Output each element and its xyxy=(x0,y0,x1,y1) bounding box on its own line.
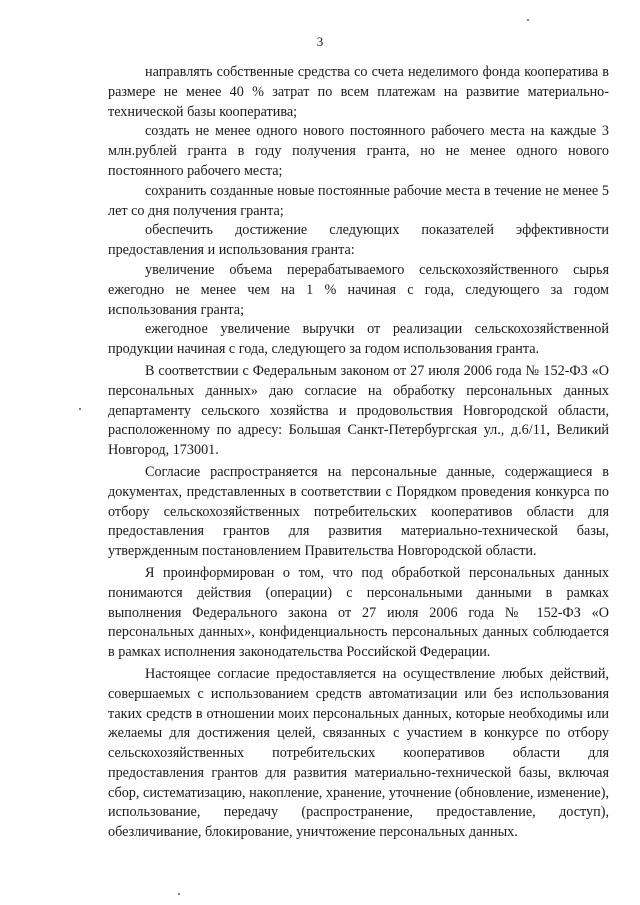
scan-dust-mark xyxy=(178,893,180,895)
document-body xyxy=(108,63,609,843)
paragraph-efficiency-indicators: обеспечить достижение следующих показателей эффективности предоставления и использования гранта: xyxy=(108,222,609,259)
paragraph-own-funds: направлять собственные средства со счета неделимого фонда кооператива в размере не менее 40 % затрат по всем платежам на развитие материально-технической базы кооператива; xyxy=(108,64,609,120)
paragraph-revenue-increase: ежегодное увеличение выручки от реализации сельскохозяйственной продукции начиная с года, следующего за годом использования гранта. xyxy=(108,321,609,358)
scan-dust-mark xyxy=(527,19,529,21)
paragraph-raw-material-increase: увеличение объема перерабатываемого сельскохозяйственного сырья ежегодно не менее чем на 1 % начиная с года, следующего за годом использования гранта; xyxy=(108,261,609,318)
paragraph-consent-law: В соответствии с Федеральным законом от 27 июля 2006 года № 152-ФЗ «О персональных данных» даю согласие на обработку персональных данных департаменту сельского хозяйства и продовольствия Новгородской области, расположенному по адресу: Большая Санкт-Петербургская ул., д.6/11, Великий Новгород, 173001. xyxy=(108,362,609,459)
paragraph-processing-info: Я проинформирован о том, что под обработкой персональных данных понимаются действия (операции) с персональными данными в рамках выполнения Федерального закона от 27 июля 2006 года № 152-ФЗ «О персональных данных», конфиденциальность персональных данных соблюдается в рамках исполнения законодательства Российской Федерации. xyxy=(108,564,609,661)
paragraph-consent-actions: Настоящее согласие предоставляется на осуществление любых действий, совершаемых с использованием средств автоматизации или без использования таких средств в отношении моих персональных данных, которые необходимы или желаемы для достижения целей, связанных с участием в конкурсе по отбору сельскохозяйственных потребительских кооперативов области для предоставления грантов для развития материально-технической базы, включая сбор, систематизацию, накопление, хранение, уточнение (обновление, изменение), использование, передачу (распространение, предоставление, доступ), обезличивание, блокирование, уничтожение персональных данных. xyxy=(108,665,609,841)
scan-dust-mark xyxy=(79,408,81,410)
paragraph-keep-jobs: сохранить созданные новые постоянные рабочие места в течение не менее 5 лет со дня получения гранта; xyxy=(108,182,609,219)
paragraph-new-jobs: создать не менее одного нового постоянного рабочего места на каждые 3 млн.рублей гранта в году получения гранта, но не менее одного нового постоянного рабочего места; xyxy=(108,123,609,179)
paragraph-consent-scope: Согласие распространяется на персональные данные, содержащиеся в документах, представленных в соответствии с Порядком проведения конкурса по отбору сельскохозяйственных потребительских кооперативов области для предоставления грантов для развития материально-технической базы, утвержденным постановлением Правительства Новгородской области. xyxy=(108,463,609,560)
page-number: 3 xyxy=(316,34,324,49)
